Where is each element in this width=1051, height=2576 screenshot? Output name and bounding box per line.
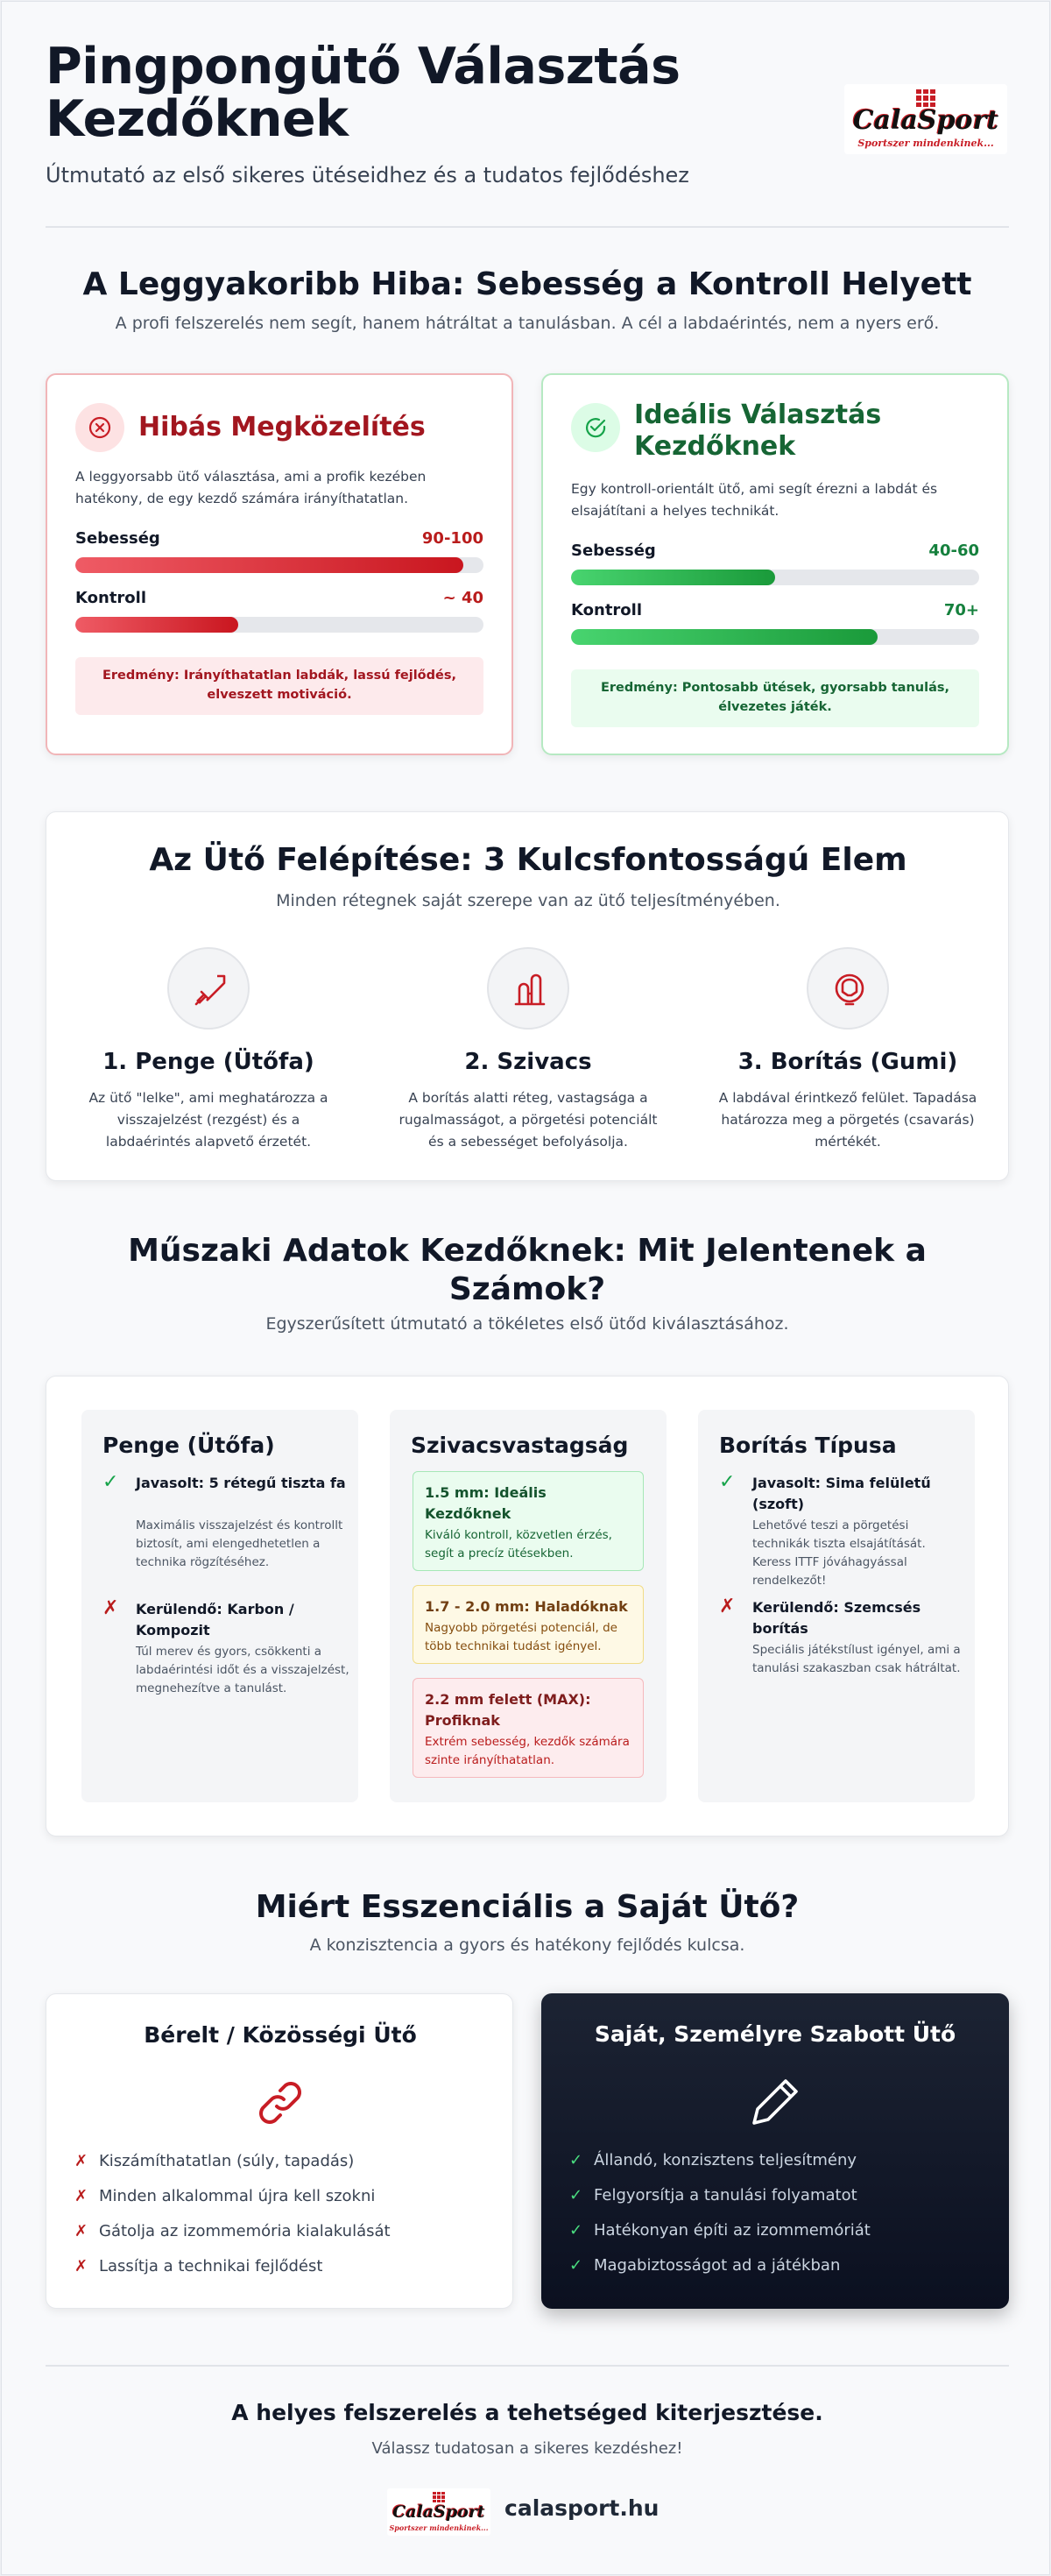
check-icon: ✓: [569, 2256, 583, 2275]
sponge-pro-heading: 2.2 mm felett (MAX): Profiknak: [425, 1691, 591, 1729]
mistake-title: A Leggyakoribb Hiba: Sebesség a Kontroll Helyett: [82, 266, 972, 302]
logo-grid-mark: [433, 2492, 445, 2502]
build-item-title: 3. Borítás (Gumi): [737, 1049, 958, 1075]
good-approach-desc: Egy kontroll-orientált ütő, ami segít érezni a labdát és elsajátítani a helyes technikát.: [571, 481, 938, 519]
logo-tagline: Sportszer mindenkinek...: [389, 2523, 489, 2532]
cross-icon: ✗: [719, 1596, 736, 1617]
check-icon: ✓: [569, 2186, 583, 2204]
rented-racket-card: Bérelt / Közösségi Ütő ✗ Kiszámíthatatlan (súly, tapadás) ✗ Minden alkalommal újra kell szokni ✗ Gátolja az izommemória kialakulását ✗ Lassítja a technikai fejlődést: [46, 1993, 513, 2309]
build-item-desc: A borítás alatti réteg, vastagsága a rugalmasságot, a pörgetési potenciált és a sebességet befolyásolja.: [399, 1090, 658, 1150]
logo-wordmark: CalaSport: [852, 105, 999, 136]
divider: [46, 226, 1009, 228]
pen-icon: [745, 2072, 805, 2135]
sponge-advanced-heading: 1.7 - 2.0 mm: Haladóknak: [425, 1598, 628, 1615]
bad-approach-card: [46, 373, 513, 755]
brand-logo[interactable]: [844, 84, 1007, 154]
speed-value: 40-60: [928, 541, 979, 560]
check-icon: ✓: [569, 2221, 583, 2240]
good-approach-card: [541, 373, 1009, 755]
avoid-heading: Kerülendő: Karbon / Kompozit: [136, 1601, 294, 1638]
control-bar-fill: [75, 617, 238, 633]
rented-racket-title: Bérelt / Közösségi Ütő: [144, 2022, 417, 2048]
recommended-heading: Javasolt: Sima felületű (szoft): [752, 1475, 931, 1512]
sponge-advanced-box: [413, 1585, 644, 1664]
sponge-beginner-box: [413, 1471, 644, 1571]
good-result: Eredmény: Pontosabb ütések, gyorsabb tanulás, élvezetes játék.: [571, 669, 979, 727]
sponge-column-title: Szivacsvastagság: [411, 1433, 629, 1458]
mistake-subtitle: A profi felszerelés nem segít, hanem hátráltat a tanulásban. A cél a labdaérintés, nem a nyers erő.: [115, 314, 940, 333]
control-bar: [571, 629, 979, 645]
build-title: Az Ütő Felépítése: 3 Kulcsfontosságú Elem: [149, 842, 907, 878]
shield-icon: [807, 947, 889, 1030]
recommended-text: Lehetővé teszi a pörgetési technikák tiszta elsajátítását. Keress ITTF jóváhagyással rendelkezőt!: [752, 1518, 926, 1588]
check-circle-icon: [571, 403, 620, 452]
divider: [46, 2365, 1009, 2367]
control-value: 70+: [943, 601, 979, 619]
footer-site-link[interactable]: calasport.hu: [504, 2495, 660, 2521]
build-item-desc: A labdával érintkező felület. Tapadása határozza meg a pörgetés (csavarás) mértékét.: [718, 1090, 977, 1150]
blade-column: [81, 1410, 358, 1802]
build-subtitle: Minden rétegnek saját szerepe van az ütő teljesítményében.: [276, 891, 780, 910]
footer-logo[interactable]: [387, 2488, 490, 2536]
control-label: Kontroll: [571, 601, 642, 619]
sponge-column: [390, 1410, 667, 1802]
tech-subtitle: Egyszerűsített útmutató a tökéletes első ütőd kiválasztásához.: [265, 1314, 789, 1334]
speed-bar-fill: [571, 570, 775, 585]
cross-icon: ✗: [102, 1597, 119, 1619]
cross-icon: ✗: [74, 2187, 88, 2205]
blade-column-title: Penge (Ütőfa): [102, 1433, 275, 1458]
recommended-heading: Javasolt: 5 rétegű tiszta fa: [136, 1475, 346, 1491]
tech-specs-card: [46, 1376, 1009, 1836]
rubber-column-title: Borítás Típusa: [719, 1433, 897, 1458]
sword-icon: [167, 947, 250, 1030]
layers-icon: [487, 947, 569, 1030]
control-bar: [75, 617, 483, 633]
control-value: ~ 40: [442, 589, 483, 607]
sponge-beginner-text: Kiváló kontroll, közvetlen érzés, segít a precíz ütésekben.: [425, 1528, 612, 1560]
cross-icon: ✗: [74, 2222, 88, 2240]
check-icon: ✓: [569, 2151, 583, 2169]
cross-icon: ✗: [74, 2152, 88, 2170]
avoid-text: Túl merev és gyors, csökkenti a labdaérintési időt és a visszajelzést, megnehezítve a tanulást.: [136, 1645, 349, 1695]
avoid-text: Speciális játékstílust igényel, ami a tanulási szakaszban csak hátráltat.: [752, 1643, 961, 1675]
racket-build-card: [46, 811, 1009, 1181]
footer-subtitle: Válassz tudatosan a sikeres kezdéshez!: [371, 2439, 683, 2458]
speed-bar: [571, 570, 979, 585]
cross-icon: ✗: [74, 2257, 88, 2275]
logo-wordmark: CalaSport: [392, 2502, 485, 2522]
rubber-column: [698, 1410, 975, 1802]
page-subtitle: Útmutató az első sikeres ütéseidhez és a tudatos fejlődéshez: [46, 163, 689, 188]
check-icon: ✓: [102, 1471, 119, 1493]
control-label: Kontroll: [75, 589, 146, 607]
page: [1, 1, 1050, 2575]
avoid-heading: Kerülendő: Szemcsés borítás: [752, 1599, 921, 1637]
page-title: Pingpongütő Választás Kezdőknek: [46, 38, 681, 148]
sponge-advanced-text: Nagyobb pörgetési potenciál, de több technikai tudást igényel.: [425, 1621, 617, 1653]
control-bar-fill: [571, 629, 878, 645]
logo-tagline: Sportszer mindenkinek...: [857, 138, 994, 149]
sponge-beginner-heading: 1.5 mm: Ideális Kezdőknek: [425, 1484, 547, 1522]
link-icon: [250, 2073, 310, 2136]
sponge-pro-text: Extrém sebesség, kezdők számára szinte irányíthatatlan.: [425, 1735, 630, 1767]
build-item-title: 2. Szivacs: [464, 1049, 592, 1075]
x-circle-icon: [75, 403, 124, 452]
speed-bar-fill: [75, 557, 463, 573]
check-icon: ✓: [719, 1471, 736, 1493]
recommended-text: Maximális visszajelzést és kontrollt biztosít, ami elengedhetetlen a technika rögzítéséhez.: [136, 1518, 343, 1569]
speed-value: 90-100: [421, 529, 483, 548]
speed-label: Sebesség: [571, 541, 656, 560]
header: [46, 40, 1009, 216]
build-item-desc: Az ütő "lelke", ami meghatározza a visszajelzést (rezgést) és a labdaérintés alapvető érzetét.: [88, 1090, 328, 1150]
speed-bar: [75, 557, 483, 573]
why-subtitle: A konzisztencia a gyors és hatékony fejlődés kulcsa.: [309, 1936, 745, 1955]
bad-approach-desc: A leggyorsabb ütő választása, ami a profik kezében hatékony, de egy kezdő számára irányíthatatlan.: [75, 469, 427, 506]
tech-title: Műszaki Adatok Kezdőknek: Mit Jelentenek a Számok?: [128, 1233, 927, 1307]
speed-label: Sebesség: [75, 529, 160, 548]
sponge-pro-box: [413, 1678, 644, 1778]
own-racket-title: Saját, Személyre Szabott Ütő: [594, 2021, 956, 2047]
why-title: Miért Esszenciális a Saját Ütő?: [255, 1889, 800, 1925]
build-item-title: 1. Penge (Ütőfa): [102, 1049, 314, 1075]
footer-title: A helyes felszerelés a tehetséged kiterjesztése.: [231, 2400, 823, 2425]
bad-approach-title: Hibás Megközelítés: [138, 412, 426, 442]
own-racket-card: Saját, Személyre Szabott Ütő ✓ Állandó, konzisztens teljesítmény ✓ Felgyorsítja a tanulási folyamatot ✓ Hatékonyan építi az izommemóriát ✓ Magabiztosságot ad a játékban: [541, 1993, 1009, 2309]
logo-grid-mark: [916, 89, 935, 107]
bad-result: Eredmény: Irányíthatatlan labdák, lassú fejlődés, elveszett motiváció.: [75, 657, 483, 715]
good-approach-title: Ideális Választás Kezdőknek: [634, 400, 882, 462]
